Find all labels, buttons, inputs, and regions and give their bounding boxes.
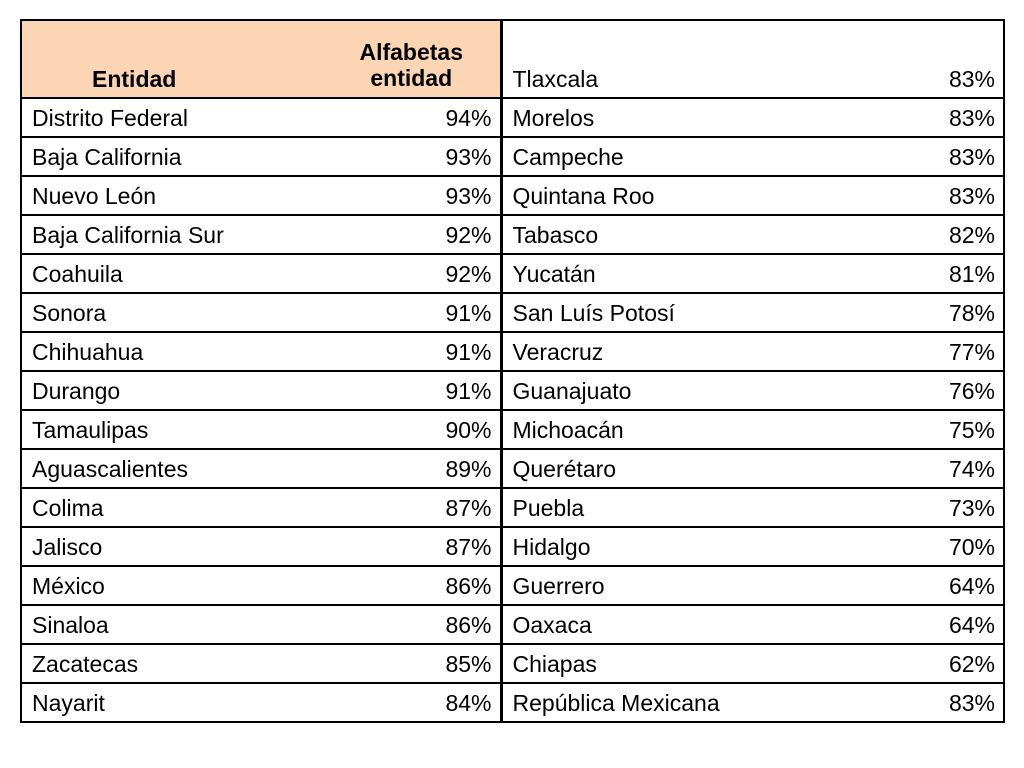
table-row [21,293,1004,332]
right-entity-name-cell [501,332,801,371]
table-row [21,644,1004,683]
right-entity-value-cell [801,644,1004,683]
left-entity-name: Sinaloa [32,611,109,638]
left-entity-name-cell [21,371,321,410]
left-entity-name: Distrito Federal [32,104,188,131]
left-entity-value-cell [321,371,501,410]
right-entity-value: 83% [948,689,995,716]
right-entity-value: 74% [948,455,995,482]
table-row [21,215,1004,254]
table-row [21,527,1004,566]
right-entity-value-cell [801,293,1004,332]
right-entity-value-cell [801,527,1004,566]
left-entity-name-cell [21,254,321,293]
left-entity-value-cell [321,410,501,449]
left-entity-value: 94% [445,104,492,131]
right-entity-value: 83% [948,182,995,209]
left-entity-name-cell [21,449,321,488]
right-entity-value: 62% [948,650,995,677]
literacy-column-header [321,20,501,98]
right-entity-name: Morelos [512,104,595,131]
right-entity-value-cell [801,605,1004,644]
left-entity-name-cell [21,293,321,332]
literacy-table [20,19,1005,723]
left-entity-name: Baja California Sur [32,221,224,248]
right-entity-value-cell [801,449,1004,488]
table-row [21,332,1004,371]
table-row [21,449,1004,488]
left-entity-name-cell [21,566,321,605]
right-entity-name: Oaxaca [512,611,592,638]
left-entity-value-cell [321,644,501,683]
right-entity-value: 64% [948,611,995,638]
right-entity-name: Michoacán [512,416,624,443]
left-entity-name-cell [21,683,321,722]
left-entity-value-cell [321,488,501,527]
left-entity-value: 93% [445,182,492,209]
right-entity-name: Querétaro [512,455,617,482]
literacy-header-line2: entidad [370,65,453,91]
left-entity-name-cell [21,488,321,527]
left-entity-name: Sonora [32,299,107,326]
left-entity-value: 87% [445,533,492,560]
right-entity-value: 70% [948,533,995,560]
right-entity-value-cell [801,176,1004,215]
right-value-cell [801,20,1004,98]
right-entity-name: Hidalgo [512,533,591,560]
left-entity-value: 91% [445,338,492,365]
table-row [21,176,1004,215]
right-entity-name-cell [501,137,801,176]
left-entity-value: 93% [445,143,492,170]
right-entity-name: Tlaxcala [512,66,599,92]
left-entity-value-cell [321,605,501,644]
left-entity-name: Jalisco [32,533,103,560]
right-entity-value: 78% [948,299,995,326]
header-row [21,20,1004,98]
left-entity-name: Baja California [32,143,182,170]
table-row [21,605,1004,644]
right-entity-name: Puebla [512,494,585,521]
right-entity-name-cell [501,566,801,605]
left-entity-value: 85% [445,650,492,677]
left-entity-value-cell [321,176,501,215]
table-row [21,683,1004,722]
table-row [21,137,1004,176]
left-entity-value: 92% [445,260,492,287]
entity-header-label: Entidad [92,66,177,92]
right-entity-value-cell [801,566,1004,605]
left-entity-value-cell [321,215,501,254]
right-entity-name-cell [501,605,801,644]
right-entity-name-cell [501,683,801,722]
table-row [21,371,1004,410]
right-entity-name: Yucatán [512,260,596,287]
right-entity-value: 64% [948,572,995,599]
right-entity-name-cell [501,215,801,254]
left-entity-value-cell [321,98,501,137]
left-entity-value: 89% [445,455,492,482]
left-entity-value: 86% [445,611,492,638]
table-row [21,254,1004,293]
left-entity-value: 87% [445,494,492,521]
literacy-table-body [21,20,1004,722]
right-entity-name: Chiapas [512,650,597,677]
table-row [21,98,1004,137]
right-entity-value: 83% [948,143,995,170]
right-entity-name-cell [501,98,801,137]
right-entity-value: 76% [948,377,995,404]
left-entity-value-cell [321,293,501,332]
left-entity-name-cell [21,410,321,449]
right-entity-name-cell [501,644,801,683]
left-entity-name: Coahuila [32,260,123,287]
left-entity-value: 91% [445,377,492,404]
left-entity-name: Aguascalientes [32,455,188,482]
right-entity-name: Guanajuato [512,377,632,404]
right-entity-value: 82% [948,221,995,248]
table-row [21,488,1004,527]
right-entity-value-cell [801,332,1004,371]
right-entity-name-cell [501,527,801,566]
right-entity-name-cell [501,449,801,488]
left-entity-name: Colima [32,494,104,521]
literacy-header-line1: Alfabetas [359,39,464,65]
left-entity-value: 92% [445,221,492,248]
right-entity-value: 81% [948,260,995,287]
right-entity-value: 83% [948,66,995,92]
left-entity-value-cell [321,683,501,722]
left-entity-name: Zacatecas [32,650,139,677]
right-entity-value: 77% [948,338,995,365]
right-entity-name: San Luís Potosí [512,299,675,326]
right-entity-name-cell [501,293,801,332]
left-entity-name-cell [21,137,321,176]
table-row [21,410,1004,449]
left-entity-value-cell [321,137,501,176]
left-entity-name-cell [21,644,321,683]
right-entity-value-cell [801,410,1004,449]
right-entity-value-cell [801,488,1004,527]
left-entity-name-cell [21,605,321,644]
right-entity-cell [501,20,801,98]
left-entity-value-cell [321,332,501,371]
table-row [21,566,1004,605]
right-entity-name: Guerrero [512,572,605,599]
left-entity-value-cell [321,449,501,488]
right-entity-name: Tabasco [512,221,599,248]
left-entity-name: México [32,572,105,599]
left-entity-value: 84% [445,689,492,716]
right-entity-value: 75% [948,416,995,443]
left-entity-value: 86% [445,572,492,599]
right-entity-name: Veracruz [512,338,604,365]
left-entity-name: Chihuahua [32,338,144,365]
right-entity-value-cell [801,98,1004,137]
right-entity-name: Campeche [512,143,624,170]
entity-column-header [21,20,321,98]
right-entity-value-cell [801,137,1004,176]
right-entity-name-cell [501,254,801,293]
right-entity-value-cell [801,254,1004,293]
right-entity-name-cell [501,371,801,410]
left-entity-name-cell [21,332,321,371]
right-entity-value-cell [801,215,1004,254]
left-entity-name-cell [21,527,321,566]
right-entity-value: 73% [948,494,995,521]
right-entity-value: 83% [948,104,995,131]
left-entity-name-cell [21,176,321,215]
right-entity-value-cell [801,683,1004,722]
right-entity-name-cell [501,176,801,215]
right-entity-name: Quintana Roo [512,182,655,209]
left-entity-value-cell [321,527,501,566]
right-entity-name-cell [501,410,801,449]
left-entity-value: 91% [445,299,492,326]
left-entity-value: 90% [445,416,492,443]
right-entity-value-cell [801,371,1004,410]
left-entity-name: Tamaulipas [32,416,149,443]
left-entity-value-cell [321,566,501,605]
left-entity-name: Nuevo León [32,182,157,209]
left-entity-value-cell [321,254,501,293]
left-entity-name-cell [21,215,321,254]
left-entity-name: Nayarit [32,689,105,716]
right-entity-name: República Mexicana [512,689,720,716]
right-entity-name-cell [501,488,801,527]
left-entity-name-cell [21,98,321,137]
left-entity-name: Durango [32,377,121,404]
